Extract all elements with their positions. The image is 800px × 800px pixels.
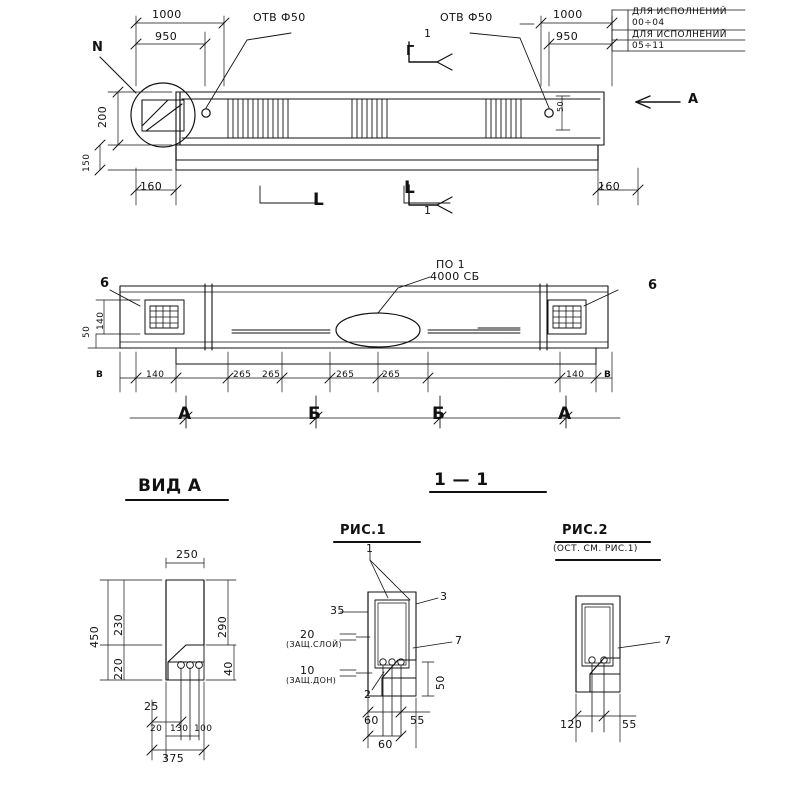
fig1-note-20: 20 xyxy=(300,628,315,641)
fig1-note-10-sub: (ЗАЩ.ДОН) xyxy=(286,676,337,685)
section-mark-1-bottom: 1 xyxy=(424,204,432,217)
axis-label-1: Б xyxy=(308,404,322,424)
note-line-3: ДЛЯ ИСПОЛНЕНИЙ xyxy=(632,30,727,40)
fig1-dim-35: 35 xyxy=(330,604,345,617)
viewa-dim-250: 250 xyxy=(176,548,199,561)
hole-callout-line2: 4000 СБ xyxy=(430,270,480,283)
axis-label-0: А xyxy=(178,404,192,424)
dim-right-1000: 1000 xyxy=(553,8,583,21)
title-view-a: ВИД А xyxy=(138,476,202,496)
fig1-section-detail xyxy=(340,552,452,748)
hole-callout-line1: ПО 1 xyxy=(436,258,466,271)
fig1-pos-2: 2 xyxy=(364,688,372,701)
callout-hole-right: ОТВ Ф50 xyxy=(440,11,493,24)
dim-right-950: 950 xyxy=(556,30,579,43)
length-label-l-left: L xyxy=(313,190,325,210)
viewa-dim-220: 220 xyxy=(112,657,125,680)
title-fig1: РИС.1 xyxy=(340,523,386,538)
viewa-dim-290: 290 xyxy=(216,615,229,638)
plan-dim-b-right: В xyxy=(604,370,612,380)
fig1-dim-60-b: 60 xyxy=(378,738,393,751)
note-line-1: ДЛЯ ИСПОЛНЕНИЙ xyxy=(632,7,727,17)
plan-seg-265-d: 265 xyxy=(382,370,401,380)
fig1-dim-50: 50 xyxy=(434,675,447,690)
dim-left-160: 160 xyxy=(140,180,163,193)
fig2-dim-55: 55 xyxy=(622,718,637,731)
section-mark-g: Г xyxy=(406,44,415,59)
viewa-dim-230: 230 xyxy=(112,613,125,636)
plan-dim-50: 50 xyxy=(82,325,92,338)
plan-seg-265-c: 265 xyxy=(336,370,355,380)
title-fig2-note: (ОСТ. СМ. РИС.1) xyxy=(553,544,638,554)
note-line-2: 00÷04 xyxy=(632,18,665,28)
mark-6-right: 6 xyxy=(648,278,658,293)
fig2-pos-7: 7 xyxy=(664,634,672,647)
plan-dim-140-left: 140 xyxy=(146,370,165,380)
plan-dim-140: 140 xyxy=(96,311,106,330)
viewa-dim-375: 375 xyxy=(162,752,185,765)
fig2-dim-120: 120 xyxy=(560,718,583,731)
mark-6-left: 6 xyxy=(100,276,110,291)
note-line-4: 05÷11 xyxy=(632,41,665,51)
plan-seg-265-b: 265 xyxy=(262,370,281,380)
dim-height-150: 150 xyxy=(82,153,92,172)
dim-hole-50: 50 xyxy=(556,101,565,112)
fig1-dim-55: 55 xyxy=(410,714,425,727)
viewa-dim-25: 25 xyxy=(144,700,159,713)
dim-left-950: 950 xyxy=(155,30,178,43)
node-label-n: N xyxy=(92,40,104,55)
axis-label-3: А xyxy=(558,404,572,424)
plan-view xyxy=(88,277,620,428)
fig1-dim-60-a: 60 xyxy=(364,714,379,727)
viewa-dim-130: 130 xyxy=(170,724,189,734)
fig2-section-detail xyxy=(571,596,660,742)
fig1-pos-7: 7 xyxy=(455,634,463,647)
fig1-note-20-sub: (ЗАЩ.СЛОЙ) xyxy=(286,640,343,649)
viewa-dim-20: 20 xyxy=(150,724,163,734)
plan-dim-140-right: 140 xyxy=(566,370,585,380)
fig1-pos-3: 3 xyxy=(440,590,448,603)
plan-dim-b-left: В xyxy=(96,370,104,380)
title-fig2: РИС.2 xyxy=(562,523,608,538)
title-section-1-1: 1 — 1 xyxy=(434,470,489,490)
viewa-dim-40: 40 xyxy=(222,661,235,676)
fig1-pos-1: 1 xyxy=(366,542,374,555)
callout-hole-left: ОТВ Ф50 xyxy=(253,11,306,24)
arrow-label-a: А xyxy=(688,92,699,107)
viewa-dim-100: 100 xyxy=(194,724,213,734)
length-label-l-right: L xyxy=(404,178,416,198)
axis-label-2: Б xyxy=(432,404,446,424)
dim-left-1000: 1000 xyxy=(152,8,182,21)
viewa-dim-450: 450 xyxy=(88,625,101,648)
dim-right-160: 160 xyxy=(598,180,621,193)
plan-seg-265-a: 265 xyxy=(233,370,252,380)
dim-height-200: 200 xyxy=(96,105,109,128)
section-mark-1-top: 1 xyxy=(424,27,432,40)
fig1-note-10: 10 xyxy=(300,664,315,677)
